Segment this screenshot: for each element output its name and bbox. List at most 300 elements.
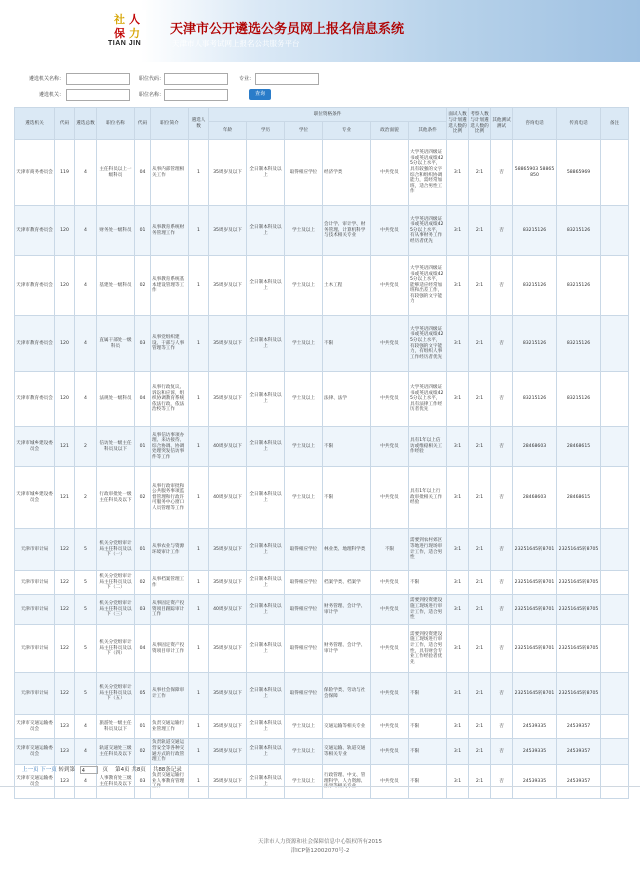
major-input[interactable] <box>255 73 319 85</box>
cell-remark <box>601 529 629 571</box>
cell-remark <box>601 467 629 529</box>
cell-edu: 全日制本科及以上 <box>247 673 285 715</box>
org-name-label: 遴选机关名称： <box>28 76 64 82</box>
cell-code: 120 <box>55 372 75 427</box>
cell-fax: 83215126 <box>557 206 601 256</box>
col-other: 其他条件 <box>409 122 447 140</box>
next-page-link[interactable]: 下一页 <box>40 767 57 773</box>
cell-political: 中共党员 <box>371 427 409 467</box>
cell-major: 经济学类 <box>323 140 371 206</box>
cell-ratio1: 3:1 <box>447 625 469 673</box>
cell-other: 大学英语四级证书或英语成绩425分以上水平，具有法律工作经历者优先 <box>409 372 447 427</box>
cell-degree: 学士及以上 <box>285 256 323 316</box>
cell-test: 否 <box>491 467 513 529</box>
cell-remark <box>601 595 629 625</box>
cell-phone: 24539335 <box>513 765 557 799</box>
cell-political: 中共党员 <box>371 372 409 427</box>
cell-fax: 28468615 <box>557 427 601 467</box>
cell-edu: 全日制本科及以上 <box>247 256 285 316</box>
cell-pos-name: 法规处一级科员 <box>97 372 135 427</box>
cell-pos-name: 直属干部处一级科员 <box>97 316 135 372</box>
cell-pos-code: 01 <box>135 427 151 467</box>
site-title: 天津市公开遴选公务员网上报名信息系统 <box>170 22 405 37</box>
cell-major: 不限 <box>323 427 371 467</box>
col-conditions: 职位资格条件 <box>209 108 447 122</box>
cell-remark <box>601 625 629 673</box>
cell-count: 2 <box>75 467 97 529</box>
cell-intro: 从事信访事项办理、来访接待、综合协调、协调处理突发信访事件等工作 <box>151 427 189 467</box>
svg-text:社: 社 <box>114 13 125 26</box>
cell-count: 4 <box>75 372 97 427</box>
cell-num: 1 <box>189 673 209 715</box>
cell-major: 行政管理、中文、管理科学、人力资源、法学等相关专业 <box>323 765 371 799</box>
cell-other: 具有1年以上信访或维稳相关工作经验 <box>409 427 447 467</box>
cell-pos-name: 机关分党组审计局主任科员及以下（四） <box>97 625 135 673</box>
cell-fax: 83215126 <box>557 372 601 427</box>
cell-count: 2 <box>75 427 97 467</box>
footer <box>0 838 640 856</box>
cell-pos-name: 行政审批处一级主任科员及以下 <box>97 467 135 529</box>
cell-remark <box>601 316 629 372</box>
cell-political: 中共党员 <box>371 316 409 372</box>
table-row <box>15 467 629 529</box>
col-count: 遴选总数 <box>75 108 97 140</box>
cell-test: 否 <box>491 529 513 571</box>
cell-num: 1 <box>189 140 209 206</box>
cell-major: 会计学、审计学、财务管理、计算机科学与技术相关专业 <box>323 206 371 256</box>
copyright: 天津市人力资源和社会保障信息中心版权所有2015 <box>258 839 382 845</box>
cell-degree: 取得相应学位 <box>285 595 323 625</box>
cell-fax: 24539357 <box>557 765 601 799</box>
cell-count: 4 <box>75 316 97 372</box>
svg-text:力: 力 <box>129 27 140 40</box>
cell-org: 天津市城乡建设委员会 <box>15 467 55 529</box>
cell-num: 1 <box>189 765 209 799</box>
cell-major: 林业类、地理科学类 <box>323 529 371 571</box>
cell-intro: 从事农业与资源环境审计工作 <box>151 529 189 571</box>
cell-pos-code: 05 <box>135 673 151 715</box>
cell-remark <box>601 256 629 316</box>
cell-pos-name: 机关分党组审计局主任科员及以下（二） <box>97 571 135 595</box>
pos-name-label: 职位名称： <box>138 92 164 98</box>
cell-intro: 负责交通运输行业人事教育管理工作 <box>151 765 189 799</box>
cell-org: 天津市交通运输委员会 <box>15 715 55 739</box>
cell-test: 否 <box>491 372 513 427</box>
cell-degree: 取得相应学位 <box>285 673 323 715</box>
col-intro: 职位简介 <box>151 108 189 140</box>
cell-other: 不限 <box>409 765 447 799</box>
svg-text:人: 人 <box>129 13 140 26</box>
cell-org: 天津市交通运输委员会 <box>15 739 55 765</box>
cell-ratio1: 3:1 <box>447 467 469 529</box>
cell-other: 大学英语四级证书或英语成绩425分以上水平，有从事财务工作经历者优先 <box>409 206 447 256</box>
cell-edu: 全日制本科及以上 <box>247 140 285 206</box>
cell-ratio2: 2:1 <box>469 673 491 715</box>
table-row <box>15 316 629 372</box>
cell-edu: 全日制本科及以上 <box>247 529 285 571</box>
cell-degree: 取得相应学位 <box>285 571 323 595</box>
logo-icon <box>112 10 146 40</box>
cell-count: 5 <box>75 595 97 625</box>
col-fax: 传真电话 <box>557 108 601 140</box>
org-type-select[interactable] <box>66 89 130 101</box>
cell-num: 1 <box>189 372 209 427</box>
cell-degree: 学士及以上 <box>285 372 323 427</box>
cell-political: 中共党员 <box>371 140 409 206</box>
cell-intro: 从事教育系统基本建设管理等工作 <box>151 256 189 316</box>
col-test: 其他测试测试 <box>491 108 513 140</box>
cell-phone: 83215126 <box>513 316 557 372</box>
cell-phone: 24539335 <box>513 739 557 765</box>
col-political: 政治面貌 <box>371 122 409 140</box>
cell-count: 5 <box>75 529 97 571</box>
cell-phone: 83215126 <box>513 206 557 256</box>
cell-remark <box>601 715 629 739</box>
cell-ratio1: 3:1 <box>447 595 469 625</box>
cell-code: 119 <box>55 140 75 206</box>
cell-pos-code: 04 <box>135 140 151 206</box>
cell-fax: 83215126 <box>557 256 601 316</box>
cell-intro: 从事档案管理工作 <box>151 571 189 595</box>
cell-age: 35周岁及以下 <box>209 715 247 739</box>
org-name-input[interactable] <box>66 73 130 85</box>
cell-num: 1 <box>189 625 209 673</box>
cell-fax: 23251645转8705 <box>557 571 601 595</box>
col-org: 遴选机关 <box>15 108 55 140</box>
table-row <box>15 427 629 467</box>
cell-ratio2: 2:1 <box>469 765 491 799</box>
svg-text:保: 保 <box>114 27 125 40</box>
cell-pos-code: 04 <box>135 625 151 673</box>
cell-intro: 从事行政审批和公共服务事项监督管理和行政许可服务中心窗口人员管理等工作 <box>151 467 189 529</box>
cell-count: 5 <box>75 673 97 715</box>
cell-num: 1 <box>189 571 209 595</box>
major-label: 专业： <box>238 76 254 82</box>
cell-test: 否 <box>491 316 513 372</box>
table-row <box>15 529 629 571</box>
col-age: 年龄 <box>209 122 247 140</box>
cell-test: 否 <box>491 427 513 467</box>
cell-major: 法律、法学 <box>323 372 371 427</box>
cell-ratio2: 2:1 <box>469 739 491 765</box>
cell-major: 不限 <box>323 467 371 529</box>
cell-edu: 全日制本科及以上 <box>247 625 285 673</box>
cell-fax: 23251645转8705 <box>557 529 601 571</box>
site-subtitle: 天津市人事考试网上报名公共服务平台 <box>172 39 300 48</box>
cell-org: 天津市审计局 <box>15 529 55 571</box>
cell-num: 1 <box>189 427 209 467</box>
cell-degree: 学士及以上 <box>285 427 323 467</box>
cell-ratio2: 2:1 <box>469 529 491 571</box>
cell-other: 大学英语四级证书或英语成绩425分以上水平，有较强的文字能力，有组织人事工作经历者优先 <box>409 316 447 372</box>
cell-edu: 全日制本科及以上 <box>247 595 285 625</box>
cell-pos-name: 机关分党组审计局主任科员及以下（五） <box>97 673 135 715</box>
cell-age: 35周岁及以下 <box>209 765 247 799</box>
table-row <box>15 625 629 673</box>
cell-edu: 全日制本科及以上 <box>247 427 285 467</box>
cell-remark <box>601 673 629 715</box>
cell-major: 土木工程 <box>323 256 371 316</box>
cell-political: 中共党员 <box>371 765 409 799</box>
table-row <box>15 256 629 316</box>
cell-age: 35周岁及以下 <box>209 206 247 256</box>
cell-ratio2: 2:1 <box>469 571 491 595</box>
cell-num: 1 <box>189 316 209 372</box>
cell-age: 35周岁及以下 <box>209 372 247 427</box>
prev-page-link[interactable]: 上一页 <box>22 767 39 773</box>
col-degree: 学位 <box>285 122 323 140</box>
cell-edu: 全日制本科及以上 <box>247 571 285 595</box>
cell-ratio2: 2:1 <box>469 140 491 206</box>
cell-age: 40周岁及以下 <box>209 467 247 529</box>
cell-remark <box>601 427 629 467</box>
cell-org: 天津市审计局 <box>15 673 55 715</box>
cell-test: 否 <box>491 715 513 739</box>
cell-age: 35周岁及以下 <box>209 739 247 765</box>
cell-phone: 23251645转8701 <box>513 673 557 715</box>
cell-other: 需要到投资建设施工现场进行审计工作，适合男性，具有财会专业工作经验者优先 <box>409 625 447 673</box>
cell-edu: 全日制本科及以上 <box>247 206 285 256</box>
cell-age: 35周岁及以下 <box>209 140 247 206</box>
cell-ratio1: 3:1 <box>447 715 469 739</box>
logo-text: TIAN JIN <box>108 40 142 47</box>
cell-ratio2: 2:1 <box>469 715 491 739</box>
cell-code: 120 <box>55 316 75 372</box>
page-unit: 页 <box>102 767 109 773</box>
cell-code: 121 <box>55 427 75 467</box>
cell-fax: 28468615 <box>557 467 601 529</box>
cell-edu: 全日制本科及以上 <box>247 372 285 427</box>
cell-phone: 58865903 58865850 <box>513 140 557 206</box>
cell-ratio1: 3:1 <box>447 372 469 427</box>
cell-degree: 取得相应学位 <box>285 529 323 571</box>
col-pos-name: 职位名称 <box>97 108 135 140</box>
col-code: 代码 <box>55 108 75 140</box>
cell-phone: 23251645转8701 <box>513 595 557 625</box>
cell-age: 40周岁及以下 <box>209 427 247 467</box>
cell-pos-code: 02 <box>135 739 151 765</box>
cell-ratio2: 2:1 <box>469 316 491 372</box>
cell-degree: 取得相应学位 <box>285 625 323 673</box>
cell-pos-code: 02 <box>135 256 151 316</box>
cell-age: 35周岁及以下 <box>209 316 247 372</box>
icp-number: 津ICP备12002070号-2 <box>290 848 350 854</box>
cell-pos-code: 01 <box>135 529 151 571</box>
cell-political: 中共党员 <box>371 739 409 765</box>
cell-org: 天津市商务委员会 <box>15 140 55 206</box>
cell-code: 122 <box>55 529 75 571</box>
cell-ratio1: 3:1 <box>447 765 469 799</box>
cell-other: 具有1年以上行政审批相关工作经验 <box>409 467 447 529</box>
cell-intro: 从事社会保障审计工作 <box>151 673 189 715</box>
cell-ratio1: 3:1 <box>447 673 469 715</box>
cell-ratio2: 2:1 <box>469 427 491 467</box>
table-row <box>15 140 629 206</box>
cell-age: 40周岁及以下 <box>209 595 247 625</box>
cell-degree: 学士及以上 <box>285 467 323 529</box>
col-ratio2: 考察人数与计划遴选人数的比例 <box>469 108 491 140</box>
cell-phone: 83215126 <box>513 372 557 427</box>
cell-major: 交通运输、轨道交通等相关专业 <box>323 739 371 765</box>
footer-divider <box>0 786 640 787</box>
col-edu: 学历 <box>247 122 285 140</box>
cell-test: 否 <box>491 673 513 715</box>
table-row <box>15 372 629 427</box>
cell-code: 123 <box>55 715 75 739</box>
cell-count: 4 <box>75 256 97 316</box>
cell-other: 大学英语四级证书或英语成绩425分以上水平，能够适应经常加班和出差工作，有较强的文字能力 <box>409 256 447 316</box>
cell-major: 财务管理、会计学、审计学 <box>323 625 371 673</box>
cell-fax: 24539357 <box>557 715 601 739</box>
cell-ratio1: 3:1 <box>447 206 469 256</box>
cell-count: 5 <box>75 571 97 595</box>
cell-fax: 58865969 <box>557 140 601 206</box>
cell-fax: 23251645转8705 <box>557 625 601 673</box>
cell-code: 123 <box>55 765 75 799</box>
col-pos-code: 代码 <box>135 108 151 140</box>
cell-phone: 24539335 <box>513 715 557 739</box>
cell-pos-code: 04 <box>135 372 151 427</box>
cell-political: 中共党员 <box>371 673 409 715</box>
cell-remark <box>601 206 629 256</box>
cell-num: 1 <box>189 256 209 316</box>
cell-degree: 学士及以上 <box>285 206 323 256</box>
col-num: 遴选人数 <box>189 108 209 140</box>
cell-degree: 取得相应学位 <box>285 140 323 206</box>
cell-pos-code: 01 <box>135 715 151 739</box>
pos-code-label: 职位代码： <box>138 76 164 82</box>
cell-remark <box>601 739 629 765</box>
cell-count: 4 <box>75 715 97 739</box>
cell-fax: 83215126 <box>557 316 601 372</box>
table-row <box>15 571 629 595</box>
cell-org: 天津市教育委员会 <box>15 372 55 427</box>
total-records: 共88条记录 <box>152 767 182 773</box>
cell-remark <box>601 140 629 206</box>
cell-political: 中共党员 <box>371 595 409 625</box>
pos-code-input[interactable] <box>164 73 228 85</box>
cell-num: 1 <box>189 206 209 256</box>
cell-intro: 从事教育系统财务管理工作 <box>151 206 189 256</box>
pos-name-input[interactable] <box>164 89 228 101</box>
cell-pos-name: 信访处一级主任科员及以下 <box>97 427 135 467</box>
cell-phone: 23251645转8701 <box>513 529 557 571</box>
cell-pos-name: 机关分党组审计局主任科员及以下（一） <box>97 529 135 571</box>
site-banner <box>0 0 640 62</box>
cell-age: 35周岁及以下 <box>209 673 247 715</box>
cell-count: 4 <box>75 140 97 206</box>
cell-intro: 负责轨道交通运营安全等各种交通方式的行政管理工作 <box>151 739 189 765</box>
total-pages: 共8页 <box>131 767 146 773</box>
cell-org: 天津市交通运输委员会 <box>15 765 55 799</box>
cell-org: 天津市教育委员会 <box>15 206 55 256</box>
cell-num: 1 <box>189 529 209 571</box>
cell-org: 天津市城乡建设委员会 <box>15 427 55 467</box>
cell-pos-code: 03 <box>135 765 151 799</box>
org-type-label: 遴选机关： <box>38 92 64 98</box>
cell-ratio1: 3:1 <box>447 256 469 316</box>
cell-fax: 23251645转8705 <box>557 595 601 625</box>
cell-major: 档案学类、档案学 <box>323 571 371 595</box>
cell-ratio1: 3:1 <box>447 316 469 372</box>
col-major: 专业 <box>323 122 371 140</box>
cell-pos-name: 财务处一级科员 <box>97 206 135 256</box>
cell-num: 1 <box>189 739 209 765</box>
cell-ratio2: 2:1 <box>469 256 491 316</box>
cell-code: 122 <box>55 673 75 715</box>
goto-label: 转到第 <box>58 767 76 773</box>
cell-test: 否 <box>491 256 513 316</box>
cell-ratio1: 3:1 <box>447 427 469 467</box>
cell-code: 122 <box>55 625 75 673</box>
table-row <box>15 673 629 715</box>
cell-ratio1: 3:1 <box>447 529 469 571</box>
page-number-input[interactable]: 4 <box>80 766 98 774</box>
cell-test: 否 <box>491 571 513 595</box>
cell-political: 中共党员 <box>371 625 409 673</box>
table-row <box>15 206 629 256</box>
cell-pos-name: 旅游处一级主任科员及以下 <box>97 715 135 739</box>
cell-intro: 从事固定资产投资项目审计工作 <box>151 625 189 673</box>
cell-age: 35周岁及以下 <box>209 571 247 595</box>
cell-fax: 24539357 <box>557 739 601 765</box>
cell-ratio2: 2:1 <box>469 206 491 256</box>
table-row <box>15 739 629 765</box>
cell-other: 不限 <box>409 715 447 739</box>
cell-remark <box>601 372 629 427</box>
cell-major: 财务管理、会计学、审计学 <box>323 595 371 625</box>
cell-ratio2: 2:1 <box>469 595 491 625</box>
cell-political: 中共党员 <box>371 571 409 595</box>
cell-political: 中共党员 <box>371 206 409 256</box>
cell-remark <box>601 571 629 595</box>
cell-political: 中共党员 <box>371 467 409 529</box>
cell-pos-name: 机关分党组审计局主任科员及以下（三） <box>97 595 135 625</box>
cell-other: 需要到农村郊区等地进行现场审计工作，适合男性 <box>409 529 447 571</box>
cell-other: 不限 <box>409 739 447 765</box>
cell-code: 120 <box>55 256 75 316</box>
cell-pos-code: 03 <box>135 316 151 372</box>
cell-ratio1: 3:1 <box>447 571 469 595</box>
col-remark: 备注 <box>601 108 629 140</box>
cell-pos-code: 01 <box>135 206 151 256</box>
cell-code: 123 <box>55 739 75 765</box>
cell-other: 需要到投资建设施工现场进行审计工作，适合男性 <box>409 595 447 625</box>
cell-age: 35周岁及以下 <box>209 529 247 571</box>
cell-ratio1: 3:1 <box>447 739 469 765</box>
cell-edu: 全日制本科及以上 <box>247 715 285 739</box>
cell-political: 中共党员 <box>371 256 409 316</box>
cell-intro: 从事党组织建设、干部与人事管理等工作 <box>151 316 189 372</box>
cell-org: 天津市教育委员会 <box>15 316 55 372</box>
col-phone: 咨询电话 <box>513 108 557 140</box>
cell-pos-code: 02 <box>135 571 151 595</box>
cell-code: 121 <box>55 467 75 529</box>
cell-intro: 从事固定资产投资项目跟踪审计工作 <box>151 595 189 625</box>
query-button[interactable]: 查询 <box>249 89 271 100</box>
cell-age: 35周岁及以下 <box>209 625 247 673</box>
cell-test: 否 <box>491 206 513 256</box>
cell-org: 天津市审计局 <box>15 595 55 625</box>
cell-phone: 23251645转8701 <box>513 571 557 595</box>
cell-test: 否 <box>491 140 513 206</box>
cell-political: 中共党员 <box>371 715 409 739</box>
cell-ratio2: 2:1 <box>469 625 491 673</box>
cell-ratio2: 2:1 <box>469 372 491 427</box>
cell-pos-name: 基建处一级科员 <box>97 256 135 316</box>
current-page: 第4页 <box>115 767 130 773</box>
cell-org: 天津市审计局 <box>15 625 55 673</box>
